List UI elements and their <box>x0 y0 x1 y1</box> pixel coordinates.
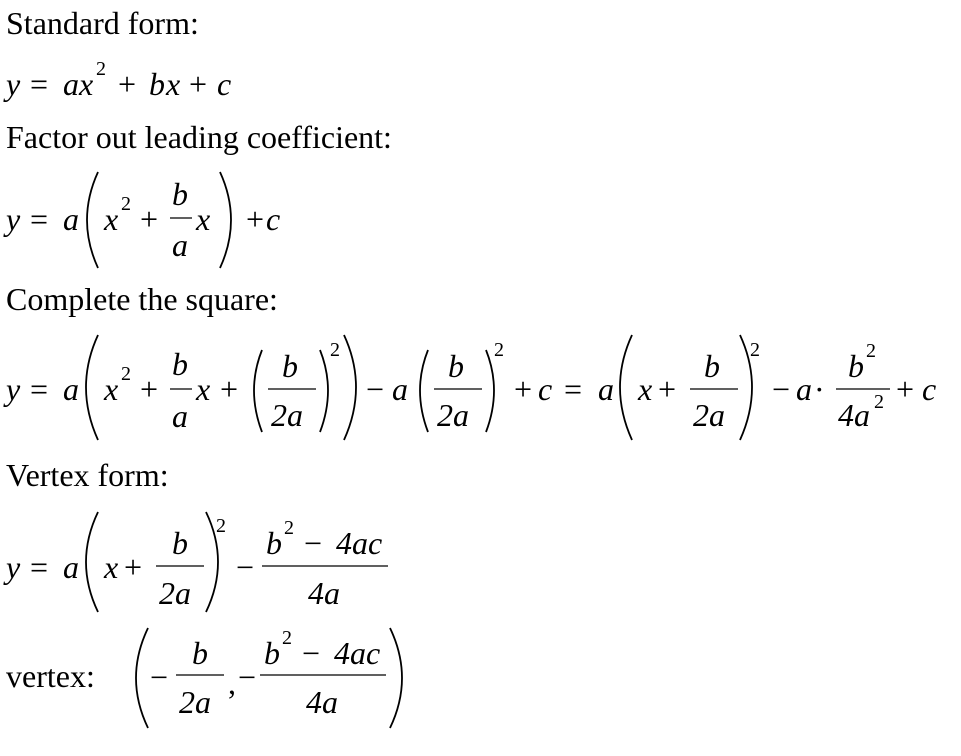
frac-den-2a: 2a <box>437 397 469 433</box>
formula-factored <box>3 172 280 268</box>
exp-2: 2 <box>874 391 884 413</box>
frac-num-b: b <box>266 525 282 561</box>
var-x: x <box>196 371 211 407</box>
exp-2: 2 <box>121 193 131 215</box>
op-equals: = <box>30 371 49 407</box>
op-equals: = <box>30 549 49 585</box>
paren-right <box>390 628 402 728</box>
frac-num-b: b <box>172 346 188 382</box>
frac-num-b: b <box>264 635 280 671</box>
frac-num-b: b <box>282 348 298 384</box>
frac-den-2a: 2a <box>693 397 725 433</box>
formula-vertex-form <box>3 512 388 612</box>
var-x: x <box>104 549 119 585</box>
paren-left <box>86 335 98 440</box>
heading-vertex-form: Vertex form: <box>6 457 169 493</box>
frac-num-b: b <box>172 525 188 561</box>
paren-right <box>486 350 494 432</box>
formula-vertex <box>136 627 402 728</box>
op-plus: + <box>658 371 677 407</box>
var-y: y <box>6 66 21 102</box>
heading-standard-form: Standard form: <box>6 5 199 41</box>
frac-den-4a: 4a <box>838 397 870 433</box>
op-minus: − <box>772 371 791 407</box>
op-plus: + <box>896 371 915 407</box>
frac-den-2a: 2a <box>271 397 303 433</box>
var-b: b <box>149 66 165 102</box>
var-y: y <box>6 201 21 237</box>
op-equals: = <box>564 371 583 407</box>
var-a: a <box>63 371 79 407</box>
paren-left <box>620 335 632 440</box>
exp-2: 2 <box>866 340 876 362</box>
frac-den-a: a <box>172 227 188 263</box>
exp-2: 2 <box>216 515 226 537</box>
op-plus: + <box>124 549 143 585</box>
op-minus: − <box>304 525 323 561</box>
var-a: a <box>796 371 812 407</box>
var-a: a <box>63 66 79 102</box>
op-comma: , <box>228 665 236 701</box>
op-minus: − <box>366 371 385 407</box>
paren-right <box>320 350 328 432</box>
exp-2: 2 <box>494 339 504 361</box>
op-plus: + <box>246 201 265 237</box>
var-x: x <box>166 66 181 102</box>
var-x: x <box>638 371 653 407</box>
op-plus: + <box>140 201 159 237</box>
var-x: x <box>104 201 119 237</box>
op-plus: + <box>220 371 239 407</box>
frac-num-4ac: 4ac <box>336 525 383 561</box>
frac-den-2a: 2a <box>179 684 211 720</box>
op-minus: − <box>302 635 321 671</box>
op-plus: + <box>189 66 208 102</box>
paren-left <box>86 512 98 612</box>
exp-2: 2 <box>284 517 294 539</box>
paren-left <box>87 172 98 268</box>
var-c: c <box>538 371 553 407</box>
frac-num-b: b <box>848 348 864 384</box>
op-minus: − <box>238 659 257 695</box>
formula-standard-form <box>3 58 231 102</box>
heading-complete-square: Complete the square: <box>6 281 278 317</box>
var-x: x <box>104 371 119 407</box>
var-a: a <box>598 371 614 407</box>
paren-right <box>344 335 356 440</box>
op-minus: − <box>236 549 255 585</box>
var-c: c <box>922 371 937 407</box>
var-c: c <box>266 201 281 237</box>
frac-den-4a: 4a <box>308 575 340 611</box>
formula-complete-square <box>3 335 936 440</box>
paren-left <box>254 350 262 432</box>
var-c: c <box>217 66 232 102</box>
op-plus: + <box>514 371 533 407</box>
frac-den-a: a <box>172 398 188 434</box>
frac-num-b: b <box>192 635 208 671</box>
var-a: a <box>63 549 79 585</box>
heading-vertex: vertex: <box>6 658 95 694</box>
exp-2: 2 <box>282 627 292 649</box>
op-plus: + <box>118 66 137 102</box>
heading-factor-out: Factor out leading coefficient: <box>6 119 392 155</box>
frac-num-4ac: 4ac <box>334 635 381 671</box>
frac-num-b: b <box>172 176 188 212</box>
paren-right <box>220 172 231 268</box>
paren-left <box>136 628 148 728</box>
var-x: x <box>196 201 211 237</box>
var-a: a <box>63 201 79 237</box>
op-equals: = <box>30 66 49 102</box>
exp-2: 2 <box>96 58 106 80</box>
op-plus: + <box>140 371 159 407</box>
var-y: y <box>6 549 21 585</box>
paren-left <box>420 350 428 432</box>
op-minus: − <box>150 659 169 695</box>
op-equals: = <box>30 201 49 237</box>
var-y: y <box>6 371 21 407</box>
var-x: x <box>79 66 94 102</box>
var-a: a <box>392 371 408 407</box>
exp-2: 2 <box>330 339 340 361</box>
op-dot: · <box>814 371 825 407</box>
frac-den-2a: 2a <box>159 575 191 611</box>
exp-2: 2 <box>750 339 760 361</box>
frac-num-b: b <box>448 348 464 384</box>
frac-num-b: b <box>704 348 720 384</box>
frac-den-4a: 4a <box>306 684 338 720</box>
exp-2: 2 <box>121 363 131 385</box>
